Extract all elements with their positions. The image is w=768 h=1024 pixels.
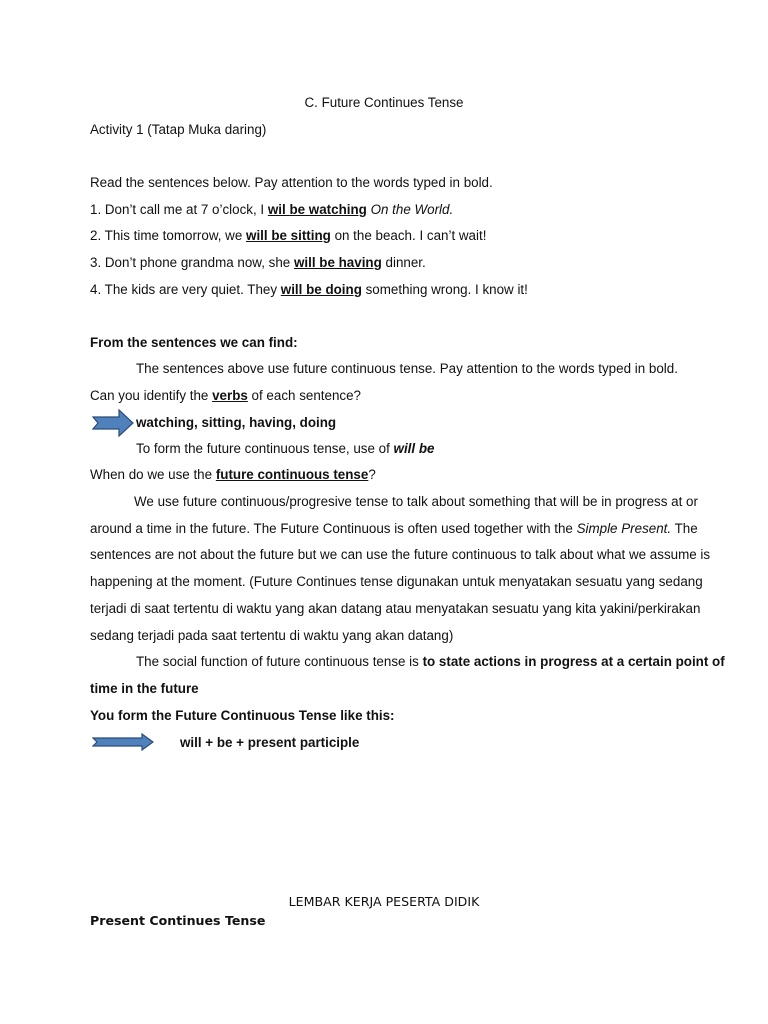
identify-question [90,387,361,405]
use-paragraph-line-6: sedang terjadi pada saat tertentu di waktu yang akan datang) [90,628,454,643]
use-line-2-italic: Simple Present. [576,521,672,536]
arrow-right-icon [92,733,154,751]
identify-rest: of each sentence? [247,388,361,403]
sentence-2 [90,227,486,245]
use-line-2-rest: The [671,521,698,536]
social-function-line-1 [136,653,725,671]
sentence-3 [90,254,426,272]
sentence-3-text: 3. Don’t phone grandma now, she [90,255,294,270]
sentence-4-text: 4. The kids are very quiet. They [90,282,281,297]
form-line-text: To form the future continuous tense, use of [136,441,394,456]
instruction-text: Read the sentences below. Pay attention to the words typed in bold. [90,175,493,190]
sentence-4-rest: something wrong. I know it! [361,282,528,297]
social-function-line-2: time in the future [90,681,199,696]
use-paragraph-line-4: happening at the moment. (Future Continues tense digunakan untuk menyatakan sesuatu yang sedang [90,574,703,589]
identify-bold: verbs [212,388,248,403]
sentence-1-text: 1. Don’t call me at 7 o’clock, I [90,202,268,217]
social-text: The social function of future continuous tense is [136,654,423,669]
sentence-2-text: 2. This time tomorrow, we [90,228,247,243]
when-text: When do we use the [90,467,216,482]
present-continues-heading: Present Continues Tense [90,913,266,928]
use-paragraph-line-1: We use future continuous/progresive tense to talk about something that will be in progress at or [134,494,698,509]
find-heading: From the sentences we can find: [90,335,298,350]
form-heading: You form the Future Continuous Tense like this: [90,708,395,723]
social-bold: to state actions in progress at a certain point of [422,654,725,669]
when-bold: future continuous tense [215,467,369,482]
form-line-bold: will be [393,441,435,456]
sentence-2-bold: will be sitting [246,228,331,243]
find-paragraph: The sentences above use future continuous tense. Pay attention to the words typed in bold. [136,361,678,376]
use-line-2-text: around a time in the future. The Future Continuous is often used together with the [90,521,577,536]
activity-heading: Activity 1 (Tatap Muka daring) [90,122,267,137]
verbs-answer: watching, sitting, having, doing [136,415,337,430]
form-line [136,440,434,458]
sentence-3-rest: dinner. [381,255,426,270]
sentence-1 [90,201,453,219]
sentence-1-italic: On the World. [370,202,454,217]
formula-text: will + be + present participle [180,735,360,750]
section-title: C. Future Continues Tense [304,95,464,110]
when-rest: ? [368,467,376,482]
use-paragraph-line-3: sentences are not about the future but we can use the future continuous to talk about what we assume is [90,547,711,562]
when-question [90,466,376,484]
sentence-4 [90,281,528,299]
identify-text: Can you identify the [90,388,213,403]
sentence-1-bold: wil be watching [267,202,367,217]
worksheet-title: LEMBAR KERJA PESERTA DIDIK [288,894,480,909]
use-paragraph-line-2 [90,520,698,538]
sentence-4-bold: will be doing [280,282,362,297]
sentence-3-bold: will be having [293,255,382,270]
sentence-2-rest: on the beach. I can’t wait! [330,228,487,243]
arrow-right-icon [92,409,134,437]
use-paragraph-line-5: terjadi di saat tertentu di waktu yang akan datang atau menyatakan sesuatu yang kita yakini/perkirakan [90,601,701,616]
